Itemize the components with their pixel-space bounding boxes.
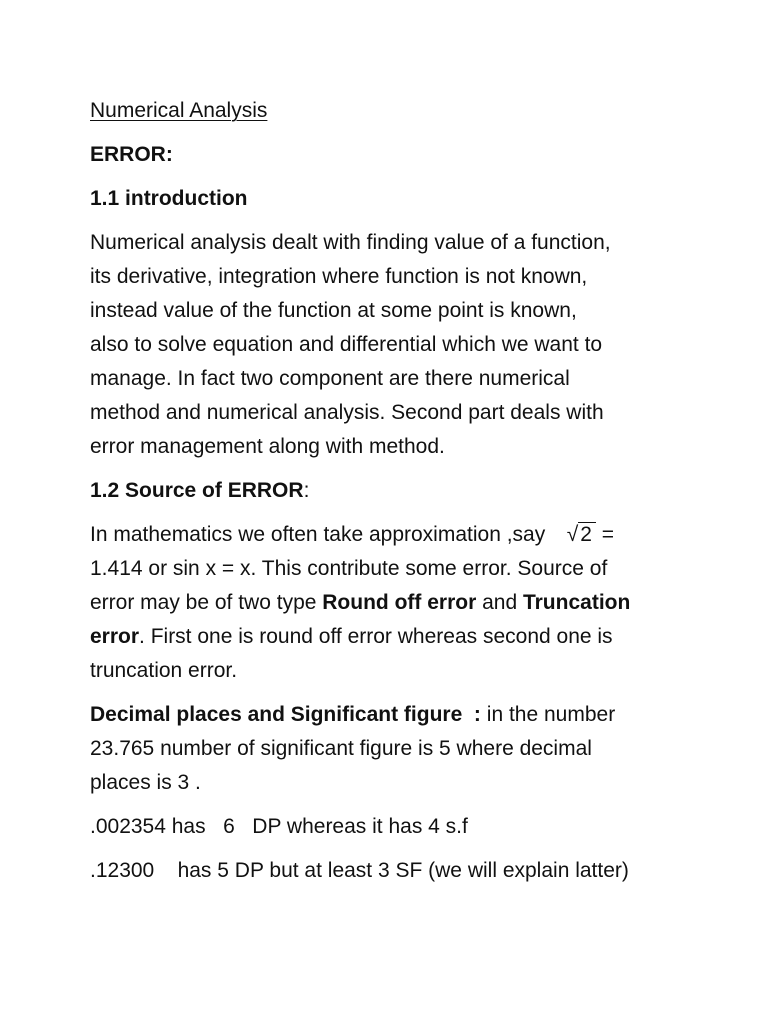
- source-of-error-paragraph: [90, 518, 690, 688]
- paragraph-line: places is 3 .: [90, 771, 201, 794]
- paragraph-line: also to solve equation and differential which we want to: [90, 333, 603, 356]
- truncation-error-term: error: [90, 625, 140, 648]
- section-1-2-heading-colon: :: [303, 479, 310, 502]
- paragraph-line: its derivative, integration where function is not known,: [90, 265, 588, 288]
- paragraph-line: truncation error.: [90, 659, 238, 682]
- document-body: [90, 94, 690, 888]
- example-line: .002354 has 6 DP whereas it has 4 s.f: [90, 815, 468, 838]
- sqrt-line-equals: =: [595, 523, 615, 546]
- decimal-places-paragraph: [90, 698, 690, 800]
- round-off-error-term: Round off error: [322, 591, 477, 614]
- paragraph-line: Numerical analysis dealt with finding value of a function,: [90, 231, 611, 254]
- introduction-paragraph: [90, 226, 690, 464]
- example-line: .12300 has 5 DP but at least 3 SF (we will explain latter): [90, 859, 629, 882]
- paragraph-line: 1.414 or sin x = x. This contribute some error. Source of: [90, 557, 608, 580]
- paragraph-line: [90, 620, 690, 654]
- paragraph-line: [90, 698, 690, 732]
- document-title: Numerical Analysis: [90, 99, 268, 122]
- paragraph-line: instead value of the function at some point is known,: [90, 299, 577, 322]
- paragraph-line: error management along with method.: [90, 435, 445, 458]
- sqrt-radicand: 2: [578, 522, 596, 547]
- paragraph-line: 23.765 number of significant figure is 5 where decimal: [90, 737, 592, 760]
- sqrt-expression: [567, 518, 596, 552]
- sqrt-symbol: √: [566, 523, 579, 546]
- decimal-places-text: in the number: [480, 703, 616, 726]
- section-1-2-heading-text: 1.2 Source of ERROR: [90, 479, 304, 502]
- paragraph-line: [90, 518, 690, 552]
- section-1-1-heading: 1.1 introduction: [90, 187, 248, 210]
- truncation-term: Truncation: [522, 591, 631, 614]
- decimal-places-label: Decimal places and Significant figure :: [90, 703, 481, 726]
- paragraph-line: [90, 586, 690, 620]
- and-text: and: [476, 591, 523, 614]
- paragraph-line: method and numerical analysis. Second part deals with: [90, 401, 604, 424]
- section-1-2-heading: [90, 474, 690, 508]
- error-type-explanation: . First one is round off error whereas second one is: [139, 625, 613, 648]
- sqrt-line-text: In mathematics we often take approximation ,say: [90, 523, 563, 546]
- paragraph-line: manage. In fact two component are there numerical: [90, 367, 570, 390]
- error-type-text: error may be of two type: [90, 591, 323, 614]
- error-heading: ERROR:: [90, 143, 173, 166]
